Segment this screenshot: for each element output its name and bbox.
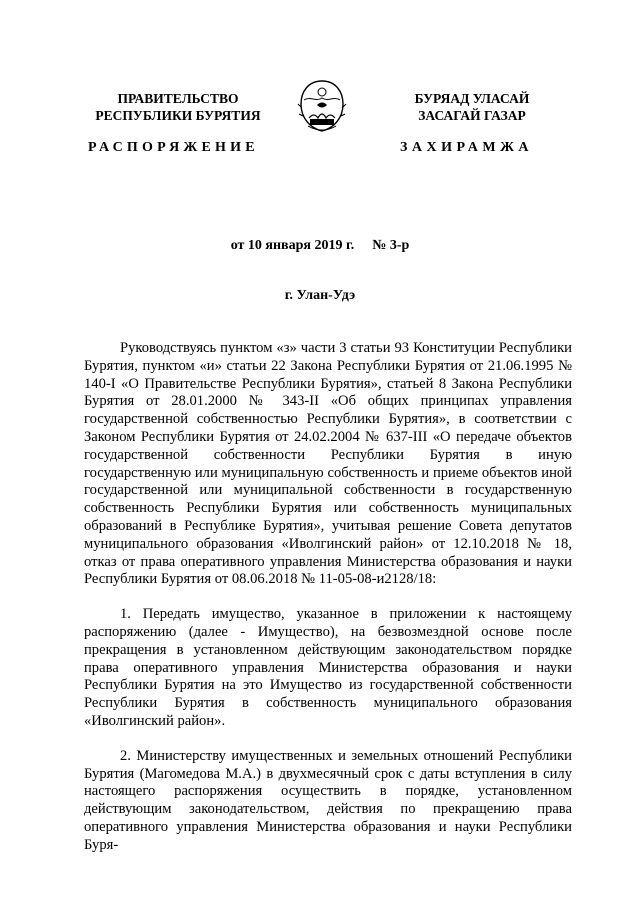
paragraph-item-1: 1. Передать имущество, указанное в приложении к настоящему распоряжению (далее - Имущество), на безвозмездной основе после прекращения в установленном действующим законодательством порядке права оперативного управления Министерства образования и науки Республики Бурятия на это Имущество из государственной собственности Республики Бурятия в собственность муниципального образования «Иволгинский район». [84,606,572,729]
header-left-line2: РЕСПУБЛИКИ БУРЯТИЯ [95,108,261,123]
header-right-line2: ЗАСАГАЙ ГАЗАР [418,108,526,123]
document-body [84,340,572,855]
doc-type-buryat: ЗАХИРАМЖА [400,140,534,155]
header-left [78,90,278,124]
document-city: г. Улан-Удэ [284,288,356,303]
coat-of-arms-buryatia-icon [296,78,348,134]
date-number-line [0,238,640,254]
paragraph-item-2: 2. Министерству имущественных и земельных отношений Республики Бурятия (Магомедова М.А.) в двухмесячный срок с даты вступления в силу настоящего распоряжения осуществить в порядке, установленном действующим законодательством, действия по прекращению права оперативного управления Министерства образования и науки Республики Буря- [84,747,572,853]
header-right-line1: БУРЯАД УЛАСАЙ [414,91,530,106]
header-right [372,90,572,124]
document-date: от 10 января 2019 г. [230,238,355,253]
header-left-line1: ПРАВИТЕЛЬСТВО [117,91,239,106]
paragraph-preamble: Руководствуясь пунктом «з» части 3 статьи 93 Конституции Республики Бурятия, пунктом «и» статьи 22 Закона Республики Бурятия от 21.06.1995 № 140-I «О Правительстве Республики Бурятия», статьей 8 Закона Республики Бурятия от 28.01.2000 № 343-II «Об общих принципах управления государственной собственностью Республики Бурятия», в соответствии с Законом Республики Бурятия от 24.02.2004 № 637-III «О передаче объектов государственной собственности Республики Бурятия в иную государственную или муниципальную собственность и приеме объектов иной государственной или муниципальной собственности в государственную собственность Республики Бурятия или собственность муниципальных образований в Республике Бурятия», учитывая решение Совета депутатов муниципального образования «Иволгинский район» от 12.10.2018 № 18, отказ от права оперативного управления Министерства образования и науки Республики Бурятия от 08.06.2018 № 11-05-08-и2128/18: [84,340,572,588]
doc-type-russian: РАСПОРЯЖЕНИЕ [88,140,259,155]
document-number: № 3-р [372,238,410,253]
